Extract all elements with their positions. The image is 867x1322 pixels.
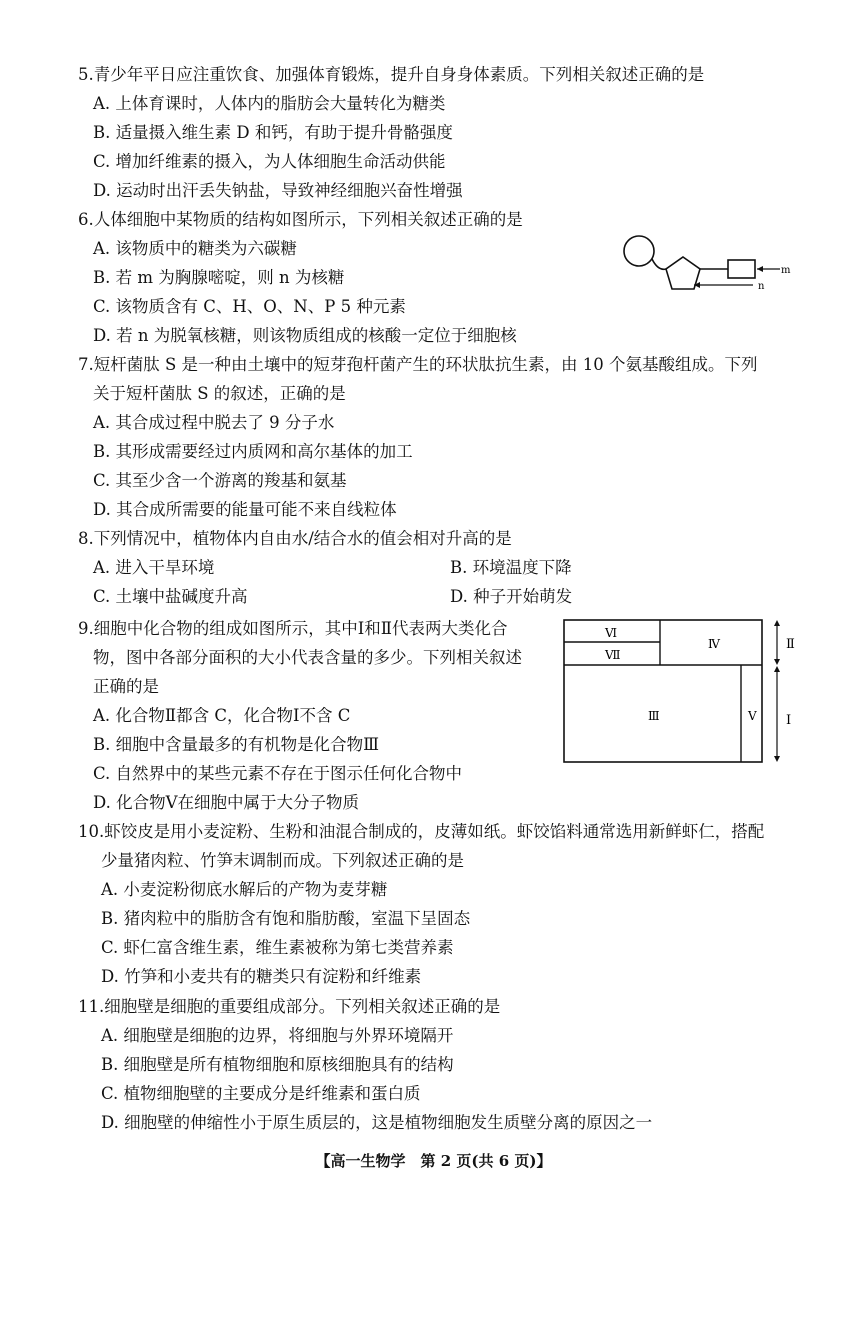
label-n: n: [758, 281, 765, 292]
q11-option-c: C. 植物细胞壁的主要成分是纤维素和蛋白质: [101, 1084, 421, 1103]
region-iv: Ⅳ: [708, 637, 720, 651]
q10-option-d: D. 竹笋和小麦共有的糖类只有淀粉和纤维素: [101, 967, 422, 986]
q10-option-c: C. 虾仁富含维生素，维生素被称为第七类营养素: [101, 938, 454, 957]
q5-option-a: A. 上体育课时，人体内的脂肪会大量转化为糖类: [93, 94, 446, 113]
q8-option-d: D. 种子开始萌发: [450, 587, 573, 606]
q7-option-c: C. 其至少含一个游离的羧基和氨基: [93, 471, 347, 490]
q11-option-a: A. 细胞壁是细胞的边界，将细胞与外界环境隔开: [101, 1026, 454, 1045]
q7-option-b: B. 其形成需要经过内质网和高尔基体的加工: [93, 442, 413, 461]
q9-stem-line1: 9.细胞中化合物的组成如图所示，其中Ⅰ和Ⅱ代表两大类化合: [78, 619, 508, 638]
page-footer: 【高一生物学 第 2 页(共 6 页)】: [315, 1152, 552, 1170]
base-rectangle: [728, 260, 755, 278]
q9-option-b: B. 细胞中含量最多的有机物是化合物Ⅲ: [93, 735, 380, 754]
q6-stem: 6.人体细胞中某物质的结构如图所示，下列相关叙述正确的是: [78, 210, 523, 229]
region-vii: Ⅶ: [605, 648, 621, 662]
bracket-ii: Ⅱ: [786, 637, 795, 652]
q7-option-a: A. 其合成过程中脱去了 9 分子水: [93, 413, 335, 432]
q9-stem-line3: 正确的是: [93, 677, 159, 696]
q9-stem-line2: 物，图中各部分面积的大小代表含量的多少。下列相关叙述: [93, 648, 522, 667]
q10-stem-line1: 10.虾饺皮是用小麦淀粉、生粉和油混合制成的，皮薄如纸。虾饺馅料通常选用新鲜虾仁，搭配: [78, 822, 765, 841]
region-v: Ⅴ: [748, 709, 757, 723]
q10-option-b: B. 猪肉粒中的脂肪含有饱和脂肪酸，室温下呈固态: [101, 909, 471, 928]
q8-option-c: C. 土壤中盐碱度升高: [93, 587, 248, 606]
q6-option-a: A. 该物质中的糖类为六碳糖: [93, 239, 297, 258]
nucleotide-figure: [618, 233, 798, 303]
q11-option-b: B. 细胞壁是所有植物细胞和原核细胞具有的结构: [101, 1055, 454, 1074]
q9-option-a: A. 化合物Ⅱ都含 C，化合物Ⅰ不含 C: [93, 706, 351, 725]
compound-area-diagram: [560, 614, 800, 766]
q11-stem: 11.细胞壁是细胞的重要组成部分。下列相关叙述正确的是: [78, 997, 501, 1016]
q7-stem-line2: 关于短杆菌肽 S 的叙述，正确的是: [93, 384, 346, 403]
q5-option-b: B. 适量摄入维生素 D 和钙，有助于提升骨骼强度: [93, 123, 453, 142]
q8-option-b: B. 环境温度下降: [450, 558, 572, 577]
q9-option-c: C. 自然界中的某些元素不存在于图示任何化合物中: [93, 764, 463, 783]
q7-option-d: D. 其合成所需要的能量可能不来自线粒体: [93, 500, 397, 519]
q8-option-a: A. 进入干旱环境: [93, 558, 215, 577]
q11-option-d: D. 细胞壁的伸缩性小于原生质层的，这是植物细胞发生质壁分离的原因之一: [101, 1113, 653, 1132]
q10-option-a: A. 小麦淀粉彻底水解后的产物为麦芽糖: [101, 880, 388, 899]
region-iii: Ⅲ: [648, 709, 660, 723]
outer-box: [564, 620, 762, 762]
q6-option-c: C. 该物质含有 C、H、O、N、P 5 种元素: [93, 297, 406, 316]
q9-option-d: D. 化合物Ⅴ在细胞中属于大分子物质: [93, 793, 360, 812]
pentose-pentagon: [666, 257, 700, 289]
q10-stem-line2: 少量猪肉粒、竹笋末调制而成。下列叙述正确的是: [101, 851, 464, 870]
q5-option-c: C. 增加纤维素的摄入，为人体细胞生命活动供能: [93, 152, 446, 171]
region-vi: Ⅵ: [605, 626, 618, 640]
q5-stem: 5.青少年平日应注重饮食、加强体育锻炼，提升自身身体素质。下列相关叙述正确的是: [78, 65, 705, 84]
phosphate-circle: [624, 236, 654, 266]
q5-option-d: D. 运动时出汗丢失钠盐，导致神经细胞兴奋性增强: [93, 181, 463, 200]
bracket-i: Ⅰ: [786, 713, 792, 728]
label-m: m: [781, 265, 791, 276]
q7-stem-line1: 7.短杆菌肽 S 是一种由土壤中的短芽孢杆菌产生的环状肽抗生素，由 10 个氨基酸组成。下列: [78, 355, 758, 374]
q6-option-d: D. 若 n 为脱氧核糖，则该物质组成的核酸一定位于细胞核: [93, 326, 517, 345]
q8-stem: 8.下列情况中，植物体内自由水/结合水的值会相对升高的是: [78, 529, 512, 548]
q6-option-b: B. 若 m 为胸腺嘧啶，则 n 为核糖: [93, 268, 345, 287]
